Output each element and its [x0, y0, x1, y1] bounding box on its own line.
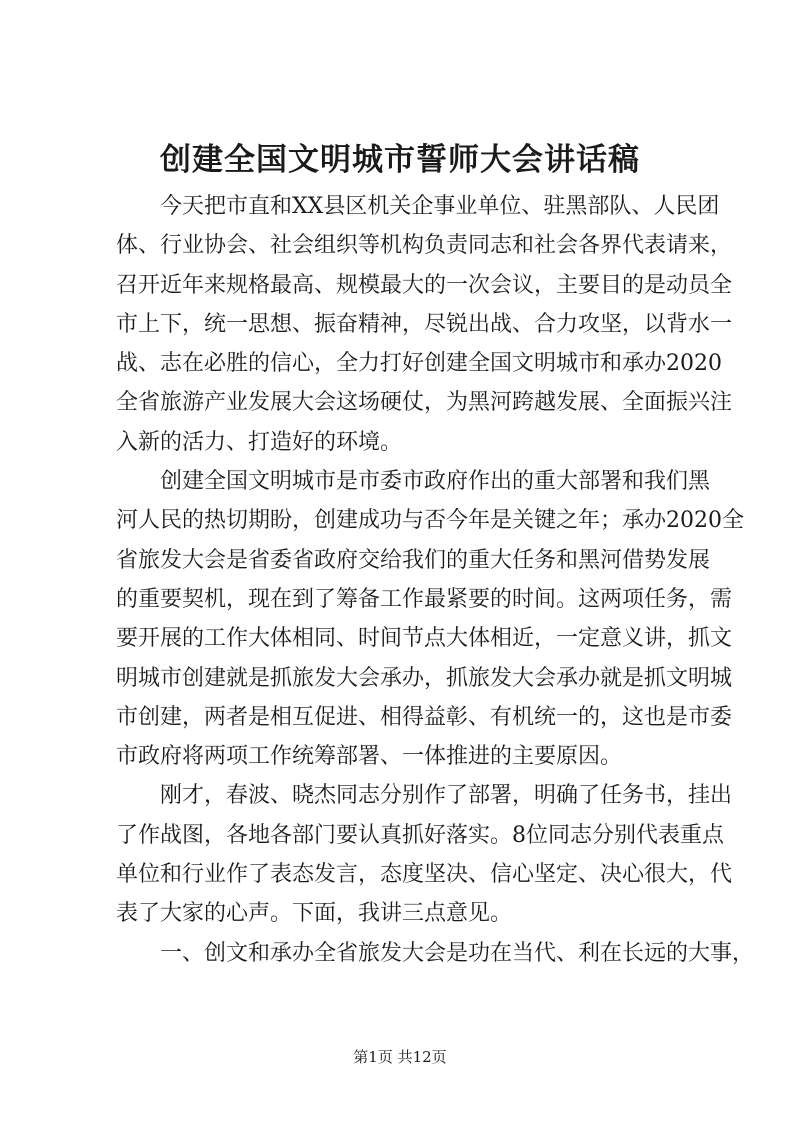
paragraph: [116, 934, 755, 973]
text-line: 单位和行业作了表态发言，态度坚决、信心坚定、决心很大，代: [116, 862, 733, 888]
text-line: 要开展的工作大体相同、时间节点大体相近，一定意义讲，抓文: [116, 626, 733, 652]
text-line: 全省旅游产业发展大会这场硬仗，为黑河跨越发展、全面振兴注: [116, 390, 733, 416]
text-line: 体、行业协会、社会组织等机构负责同志和社会各界代表请来，: [116, 233, 733, 259]
text-line: 入新的活力、打造好的环境。: [116, 429, 403, 455]
text-line: 召开近年来规格最高、规模最大的一次会议，主要目的是动员全: [116, 272, 733, 298]
text-line: 市上下，统一思想、振奋精神，尽锐出战、合力攻坚，以背水一: [116, 311, 733, 337]
text-line: 创建全国文明城市是市委市政府作出的重大部署和我们黑: [160, 469, 711, 495]
document-title: 创建全国文明城市誓师大会讲话稿: [160, 142, 640, 178]
page-footer: 第1页 共12页: [353, 1048, 447, 1066]
text-line: 今天把市直和XX县区机关企事业单位、驻黑部队、人民团: [160, 194, 720, 219]
paragraph: [116, 187, 733, 462]
text-line: 的重要契机，现在到了筹备工作最紧要的时间。这两项任务，需: [116, 586, 733, 612]
text-line: 刚才，春波、晓杰同志分别作了部署，明确了任务书，挂出: [160, 783, 733, 809]
text-line: 了作战图，各地各部门要认真抓好落实。8位同志分别代表重点: [116, 822, 724, 848]
text-line: 战、志在必胜的信心，全力打好创建全国文明城市和承办2020: [116, 351, 722, 377]
document-body: [116, 187, 755, 973]
text-line: 表了大家的心声。下面，我讲三点意见。: [116, 901, 513, 927]
paragraph: [116, 776, 733, 933]
text-line: 省旅发大会是省委省政府交给我们的重大任务和黑河借势发展: [116, 547, 711, 573]
text-line: 一、创文和承办全省旅发大会是功在当代、利在长远的大事，: [160, 940, 755, 966]
text-line: 市创建，两者是相互促进、相得益彰、有机统一的，这也是市委: [116, 704, 733, 730]
text-line: 市政府将两项工作统筹部署、一体推进的主要原因。: [116, 744, 623, 770]
text-line: 河人民的热切期盼，创建成功与否今年是关键之年；承办2020全: [116, 508, 744, 534]
text-line: 明城市创建就是抓旅发大会承办，抓旅发大会承办就是抓文明城: [116, 665, 733, 691]
paragraph: [116, 462, 744, 776]
